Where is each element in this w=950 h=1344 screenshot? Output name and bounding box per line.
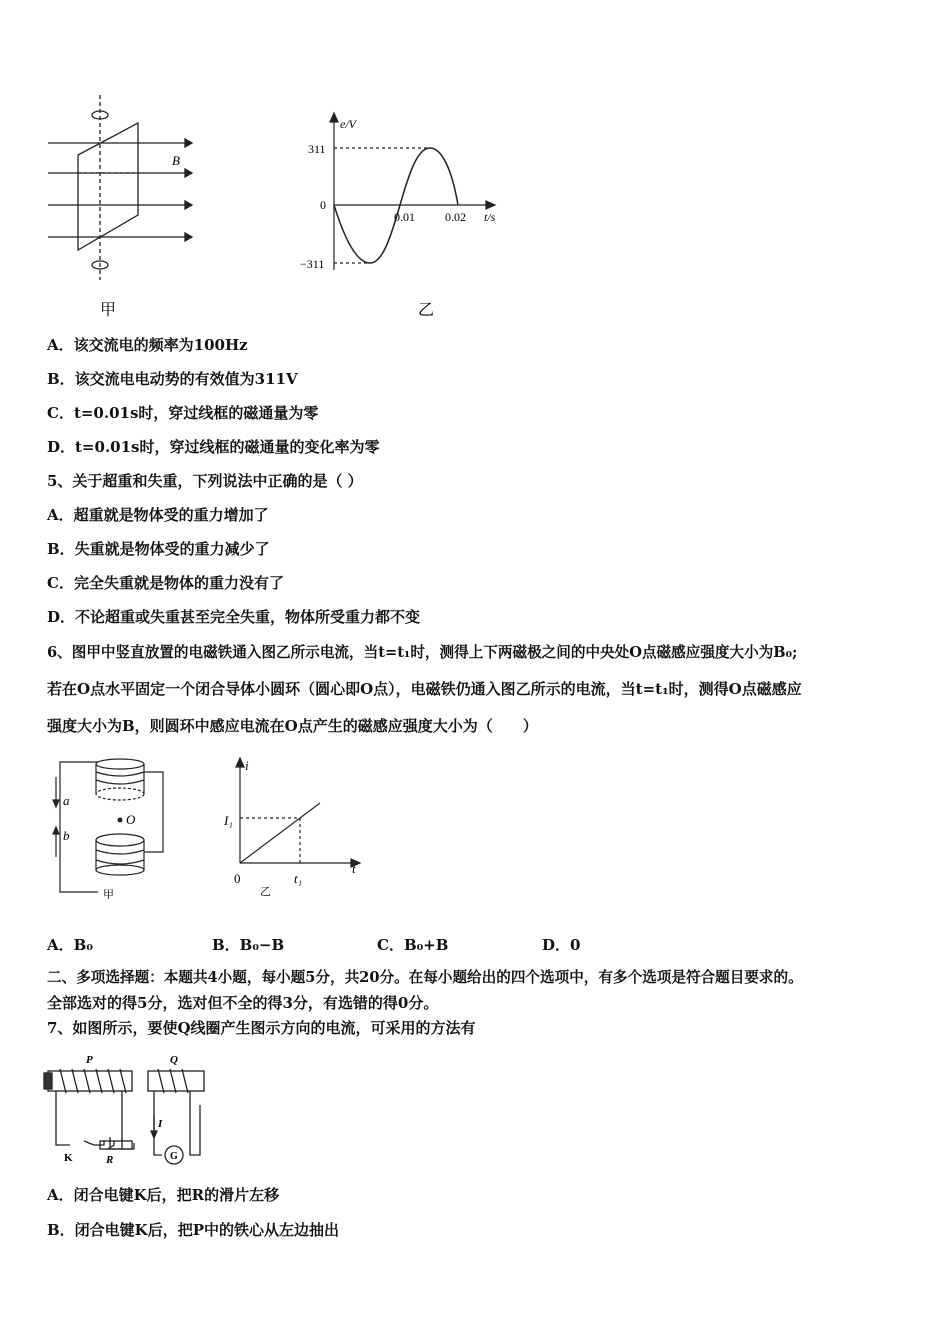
x-tick-1: 0.01 [394,210,415,224]
x-axis-label: t/s [484,210,496,224]
x-axis-label: t [352,861,356,876]
label-K: K [64,1152,73,1164]
q4-option-a: A．该交流电的频率为100Hz [47,336,248,354]
q7-stem: 7、如图所示，要使Q线圈产生图示方向的电流，可采用的方法有 [47,1019,476,1037]
y-tick-zero: 0 [320,198,326,212]
x-tick-2: 0.02 [445,210,466,224]
figure-caption-yi: 乙 [418,302,435,319]
rotating-coil-figure [40,95,200,325]
y-tick-max: 311 [308,142,326,156]
label-O: O [126,812,136,827]
q4-option-c: C．t=0.01s时，穿过线框的磁通量为零 [47,404,319,422]
q6-option-a: A．B₀ [47,936,93,954]
label-R: R [106,1154,114,1166]
section2-instructions-1: 二、多项选择题：本题共4小题，每小题5分，共20分。在每小题给出的四个选项中，有多个选项是符合题目要求的。 [47,969,803,986]
label-P: P [86,1054,93,1066]
q6-option-d: D．0 [542,936,581,954]
q5-option-a: A．超重就是物体受的重力增加了 [47,506,269,524]
q6-stem-line-3: 强度大小为B，则圆环中感应电流在O点产生的磁感应强度大小为（ ） [47,717,538,735]
y-axis-label: e/V [340,117,356,131]
emf-sine-chart [290,110,520,325]
y-axis-label: i [245,758,249,773]
section2-instructions-2: 全部选对的得5分，选对但不全的得3分，有选错的得0分。 [47,994,439,1012]
label-Q: Q [170,1054,178,1066]
figure-caption-yi: 乙 [260,886,271,898]
figure-caption-jia: 甲 [103,889,114,901]
q5-option-d: D．不论超重或失重甚至完全失重，物体所受重力都不变 [47,608,421,626]
current-time-graph [220,755,370,900]
y-tick-min: −311 [300,257,325,271]
q4-option-b: B．该交流电电动势的有效值为311V [47,370,298,388]
label-b: b [63,828,70,843]
coils-circuit-figure [42,1045,217,1170]
q6-stem-line-1: 6、图甲中竖直放置的电磁铁通入图乙所示电流，当t=t₁时，测得上下两磁极之间的中央处O点磁感应强度大小为B₀; [47,644,798,661]
label-origin: 0 [234,871,241,886]
q7-option-a: A．闭合电键K后，把R的滑片左移 [47,1186,280,1204]
electromagnet-figure [48,752,178,902]
label-t1: t₁ [294,871,303,886]
q5-option-b: B．失重就是物体受的重力减少了 [47,540,270,558]
galvanometer-label: G [170,1151,178,1162]
figure-caption-jia: 甲 [100,302,117,319]
label-a: a [63,793,70,808]
field-label-B: B [172,153,180,168]
q6-option-c: C．B₀+B [377,936,449,954]
q6-stem-line-2: 若在O点水平固定一个闭合导体小圆环（圆心即O点），电磁铁仍通入图乙所示的电流，当t=t₁时，测得O点磁感应 [47,680,802,698]
label-I: I [158,1118,163,1130]
q5-option-c: C．完全失重就是物体的重力没有了 [47,574,284,592]
q6-option-b: B．B₀−B [212,936,285,954]
label-I1: I₁ [224,813,233,828]
q7-option-b: B．闭合电键K后，把P中的铁心从左边抽出 [47,1221,339,1239]
q4-option-d: D．t=0.01s时，穿过线框的磁通量的变化率为零 [47,438,380,456]
q5-stem: 5、关于超重和失重，下列说法中正确的是（ ） [47,472,363,490]
